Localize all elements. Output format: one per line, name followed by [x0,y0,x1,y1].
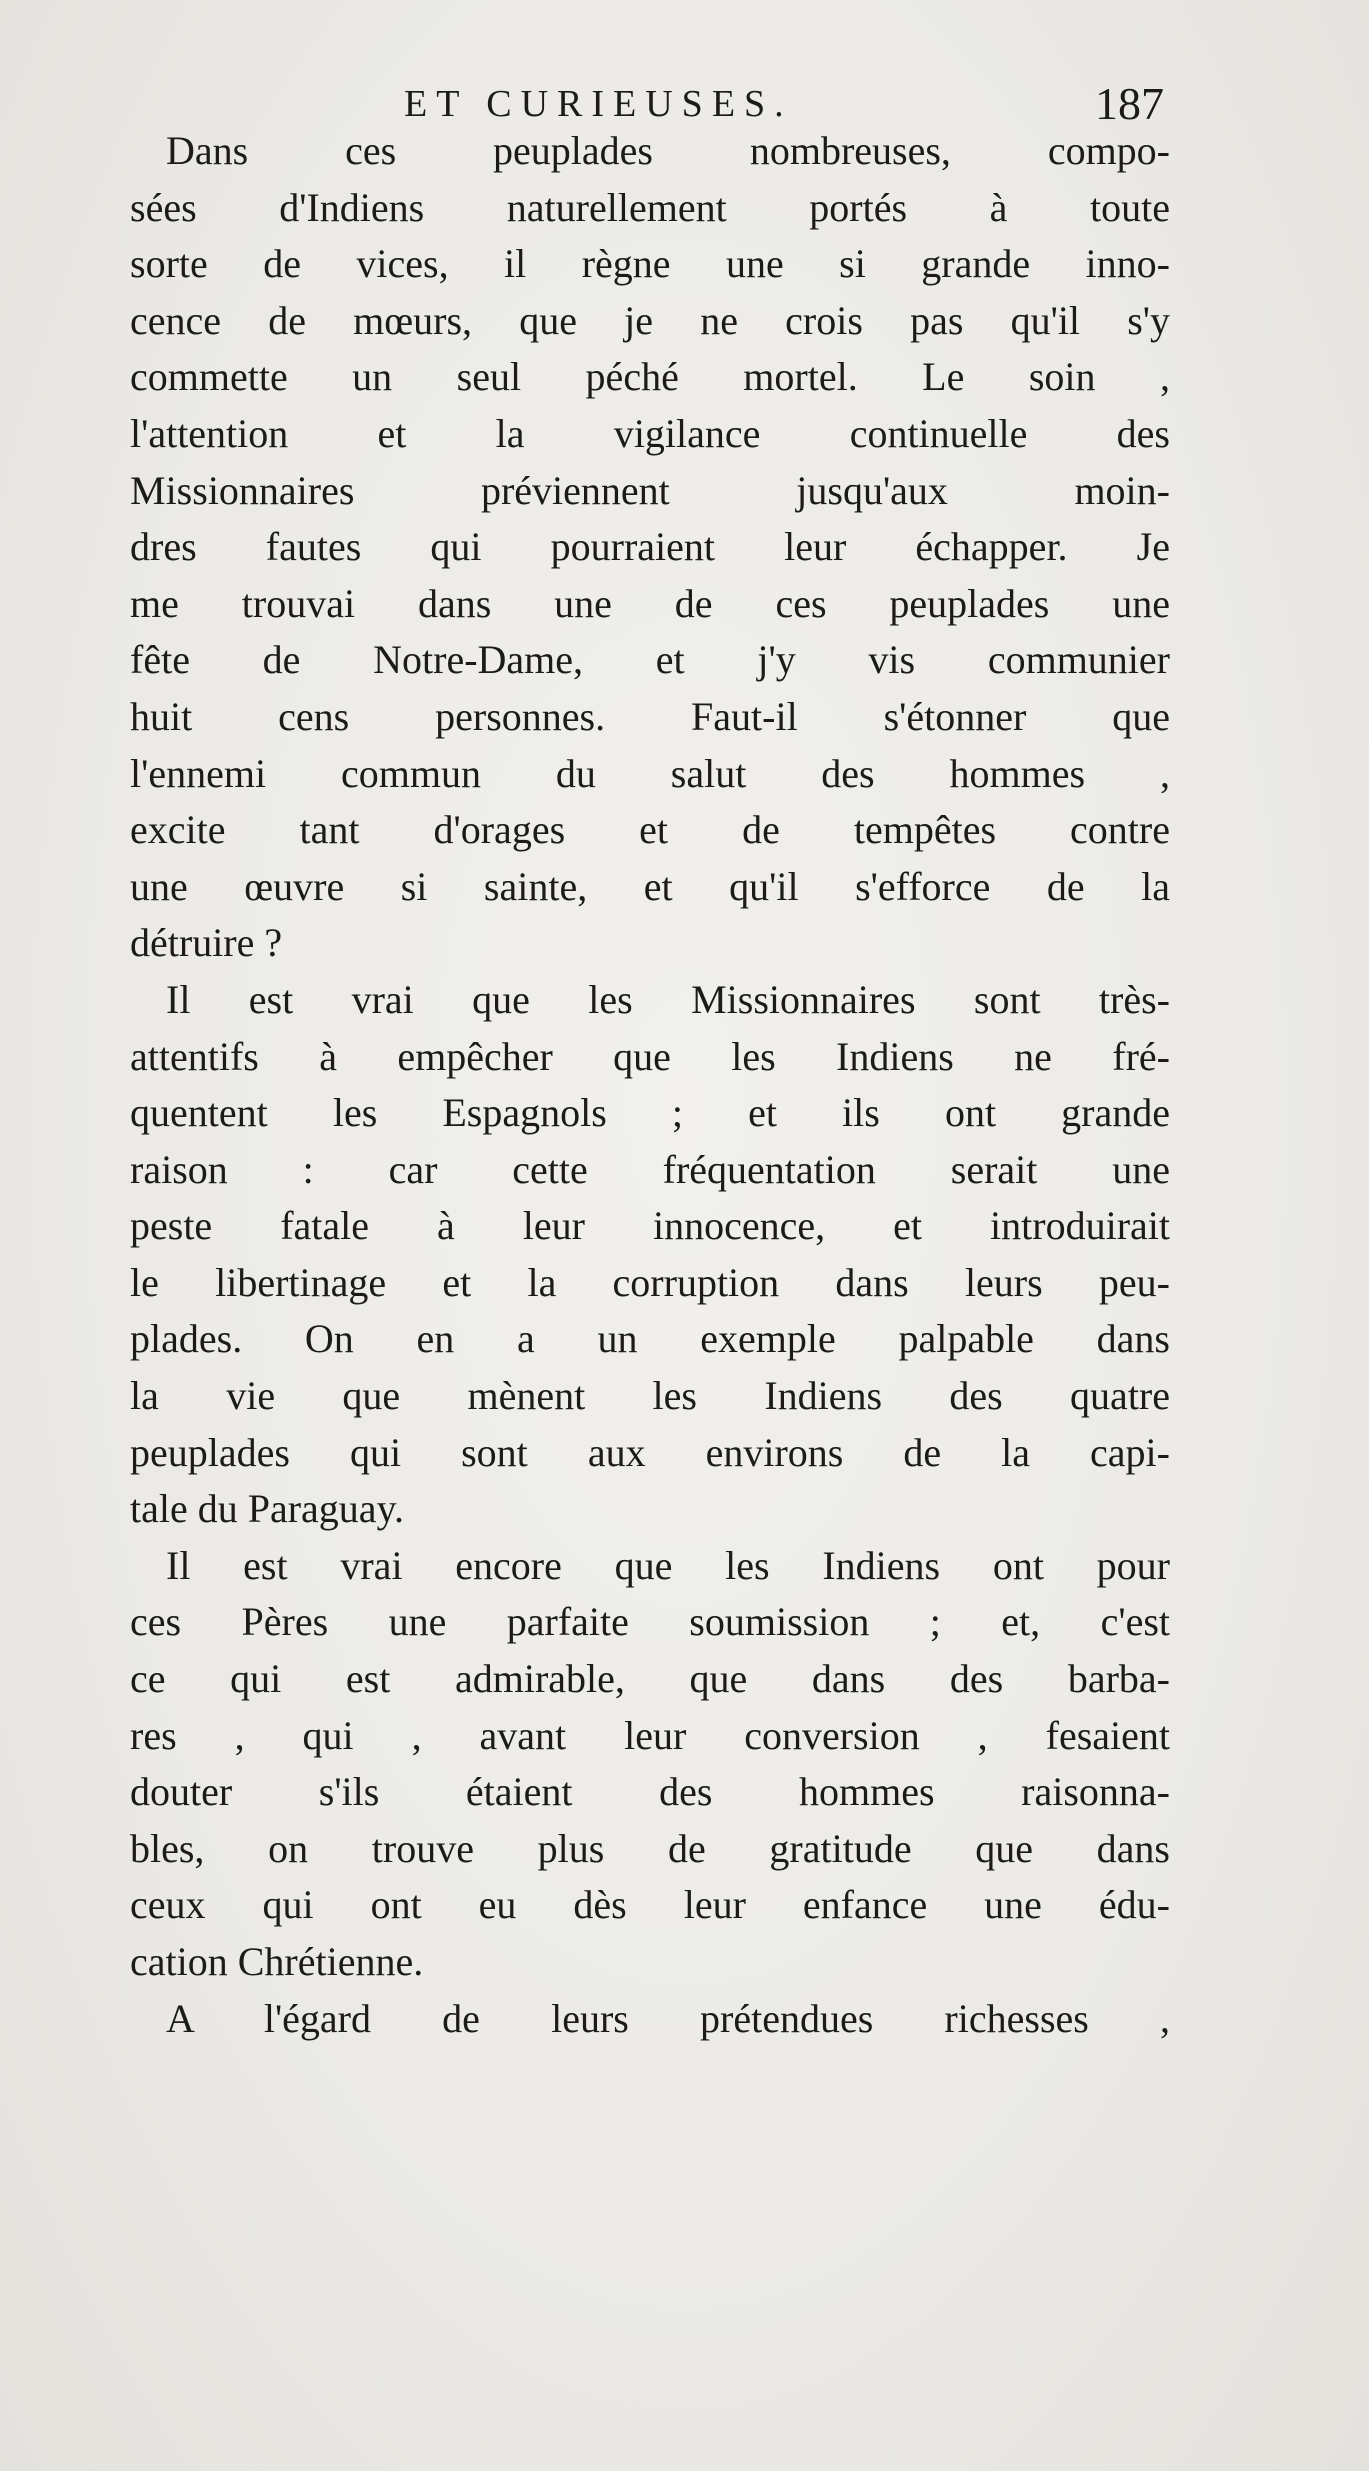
text-line: cation Chrétienne. [130,1939,424,1984]
text-line: plades. On en a un exemple palpable dans [130,1316,1170,1362]
text-line: peuplades qui sont aux environs de la capi- [130,1429,1170,1475]
text-line: ceux qui ont eu dès leur enfance une édu- [130,1882,1170,1928]
text-line: bles, on trouve plus de gratitude que dans [130,1825,1170,1871]
text-line: res , qui , avant leur conversion , fesaient [130,1712,1170,1758]
text-line: A l'égard de leurs prétendues richesses , [166,1995,1170,2041]
text-line: douter s'ils étaient des hommes raisonna- [130,1769,1170,1815]
text-line: excite tant d'orages et de tempêtes contre [130,807,1170,853]
text-line: l'ennemi commun du salut des hommes , [130,750,1170,796]
page-number: 187 [1095,78,1164,129]
text-line: quentent les Espagnols ; et ils ont grande [130,1090,1170,1136]
text-line: Il est vrai que les Missionnaires sont très- [166,976,1170,1022]
text-line: le libertinage et la corruption dans leurs peu- [130,1259,1170,1305]
text-line: détruire ? [130,920,283,966]
text-line: ce qui est admirable, que dans des barba- [130,1656,1170,1702]
text-line: commette un seul péché mortel. Le soin , [130,354,1170,400]
text-line: sées d'Indiens naturellement portés à toute [130,184,1170,230]
paragraph-4 [130,1991,1170,2048]
paragraph-3 [130,1538,1170,1991]
text-line: la vie que mènent les Indiens des quatre [130,1373,1170,1419]
text-line: peste fatale à leur innocence, et introduirait [130,1203,1170,1249]
text-line: sorte de vices, il règne une si grande inno- [130,241,1170,287]
text-line: huit cens personnes. Faut-il s'étonner que [130,693,1170,739]
text-line: l'attention et la vigilance continuelle des [130,410,1170,456]
text-line: Dans ces peuplades nombreuses, compo- [166,128,1170,173]
text-line: une œuvre si sainte, et qu'il s'efforce de la [130,863,1170,909]
text-line: me trouvai dans une de ces peuplades une [130,580,1170,626]
running-head: ET CURIEUSES. [404,83,793,125]
paragraph-1 [130,123,1170,972]
text-line: raison : car cette fréquentation serait une [130,1146,1170,1192]
text-line: Il est vrai encore que les Indiens ont pour [166,1542,1170,1588]
paragraph-2 [130,972,1170,1538]
text-line: tale du Paraguay. [130,1486,404,1532]
text-line: Missionnaires préviennent jusqu'aux moin- [130,467,1170,513]
text-line: ces Pères une parfaite soumission ; et, c'est [130,1599,1170,1645]
text-line: dres fautes qui pourraient leur échapper. Je [130,524,1170,570]
body-text [130,123,1170,2047]
text-line: cence de mœurs, que je ne crois pas qu'il s'y [130,297,1170,343]
text-line: attentifs à empêcher que les Indiens ne fré- [130,1033,1170,1079]
text-line: fête de Notre-Dame, et j'y vis communier [130,637,1170,683]
